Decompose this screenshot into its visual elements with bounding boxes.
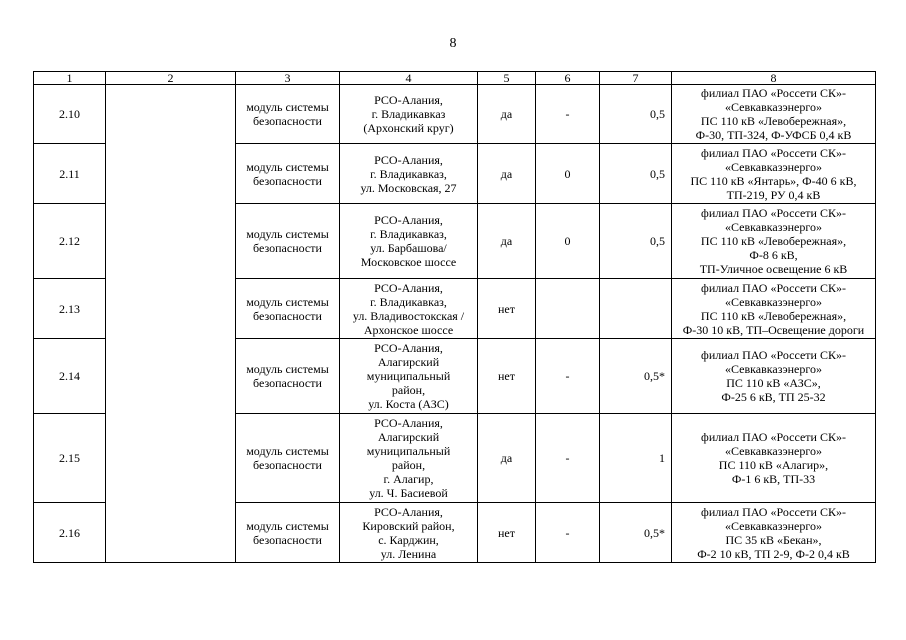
col5-value: нет [478,503,536,563]
col6-value: 0 [536,144,600,204]
address: РСО-Алания, г. Владикавказ, ул. Владивостокская / Архонское шоссе [340,279,478,339]
col5-value: нет [478,279,536,339]
object-type: модуль системы безопасности [236,204,340,279]
power-source: филиал ПАО «Россети СК»- «Севкавказэнерго» ПС 110 кВ «АЗС», Ф-25 6 кВ, ТП 25-32 [672,339,876,414]
power-source: филиал ПАО «Россети СК»- «Севкавказэнерго» ПС 110 кВ «Янтарь», Ф-40 6 кВ, ТП-219, РУ 0,4 кВ [672,144,876,204]
object-type: модуль системы безопасности [236,414,340,503]
header-cell: 2 [106,72,236,85]
object-type: модуль системы безопасности [236,85,340,144]
header-cell: 7 [600,72,672,85]
header-cell: 6 [536,72,600,85]
header-cell: 1 [34,72,106,85]
row-number: 2.10 [34,85,106,144]
object-type: модуль системы безопасности [236,279,340,339]
power-source: филиал ПАО «Россети СК»- «Севкавказэнерго» ПС 110 кВ «Алагир», Ф-1 6 кВ, ТП-33 [672,414,876,503]
col7-value: 0,5* [600,339,672,414]
address: РСО-Алания, г. Владикавказ, ул. Барбашова/ Московское шоссе [340,204,478,279]
col7-value: 0,5 [600,144,672,204]
col6-value: - [536,414,600,503]
power-source: филиал ПАО «Россети СК»- «Севкавказэнерго» ПС 35 кВ «Бекан», Ф-2 10 кВ, ТП 2-9, Ф-2 0,4 кВ [672,503,876,563]
power-source: филиал ПАО «Россети СК»- «Севкавказэнерго» ПС 110 кВ «Левобережная», Ф-30 10 кВ, ТП–Освещение дороги [672,279,876,339]
header-cell: 5 [478,72,536,85]
col6-value: - [536,503,600,563]
row-number: 2.14 [34,339,106,414]
header-row [34,72,876,85]
col7-value [600,279,672,339]
col7-value: 1 [600,414,672,503]
address: РСО-Алания, г. Владикавказ (Архонский круг) [340,85,478,144]
col5-value: да [478,85,536,144]
col5-value: да [478,414,536,503]
power-source: филиал ПАО «Россети СК»- «Севкавказэнерго» ПС 110 кВ «Левобережная», Ф-8 6 кВ, ТП-Уличное освещение 6 кВ [672,204,876,279]
col7-value: 0,5 [600,85,672,144]
object-type: модуль системы безопасности [236,339,340,414]
address: РСО-Алания, Алагирский муниципальный район, г. Алагир, ул. Ч. Басиевой [340,414,478,503]
merged-empty-cell [106,85,236,563]
address: РСО-Алания, г. Владикавказ, ул. Московская, 27 [340,144,478,204]
col5-value: да [478,144,536,204]
row-number: 2.15 [34,414,106,503]
power-source: филиал ПАО «Россети СК»- «Севкавказэнерго» ПС 110 кВ «Левобережная», Ф-30, ТП-324, Ф-УФСБ 0,4 кВ [672,85,876,144]
col5-value: да [478,204,536,279]
address: РСО-Алания, Алагирский муниципальный район, ул. Коста (АЗС) [340,339,478,414]
header-cell: 3 [236,72,340,85]
object-type: модуль системы безопасности [236,503,340,563]
col6-value: - [536,339,600,414]
header-cell: 4 [340,72,478,85]
col5-value: нет [478,339,536,414]
col7-value: 0,5 [600,204,672,279]
address: РСО-Алания, Кировский район, с. Карджин, ул. Ленина [340,503,478,563]
page-number: 8 [449,36,457,51]
row-number: 2.11 [34,144,106,204]
row-number: 2.13 [34,279,106,339]
data-table [33,71,876,563]
col6-value: - [536,85,600,144]
object-type: модуль системы безопасности [236,144,340,204]
col7-value: 0,5* [600,503,672,563]
col6-value [536,279,600,339]
row-number: 2.12 [34,204,106,279]
header-cell: 8 [672,72,876,85]
table-row [34,85,876,144]
row-number: 2.16 [34,503,106,563]
col6-value: 0 [536,204,600,279]
